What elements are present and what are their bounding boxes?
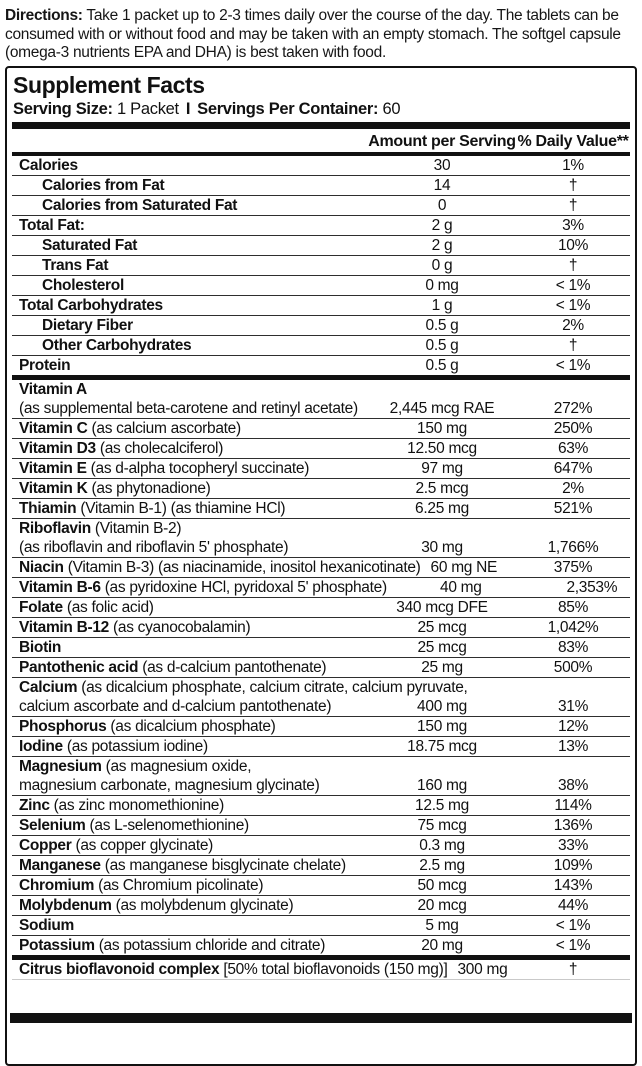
row-amount: 0.3 mg [419,837,465,854]
row-amount: 2.5 mg [419,857,465,874]
nutrient-name: Calories from Saturated Fat [42,197,238,214]
bottom-cutoff-bar [10,1013,632,1023]
row-amount: 20 mg [421,937,463,954]
nutrient-name: Zinc [19,797,50,814]
row-label: Niacin (Vitamin B-3) (as niacinamide, inositol hexanicotinate) 60 mg NE [19,559,498,576]
row-daily-value: 63% [557,440,589,457]
row-daily-value: 2,353% [566,579,618,596]
row-label: Vitamin D3 (as cholecalciferol) [19,440,224,457]
row-amount: 2.5 mcg [415,480,469,497]
nutrient-name: Vitamin B-12 [19,619,110,636]
row-amount: 160 mg [417,777,467,794]
supplement-row [12,316,630,336]
row-daily-value: 272% [553,400,593,417]
row-label-line2: calcium ascorbate and d-calcium pantothenate) [19,698,332,715]
row-amount: 25 mcg [417,619,467,636]
amount-column-header: Amount per Serving [368,133,516,150]
row-daily-value: 375% [553,559,593,576]
row-label [12,276,368,295]
supplement-row [12,717,630,737]
servings-per-container-label: Servings Per Container: [197,100,379,118]
nutrient-name: Potassium [19,937,95,954]
row-daily-value: 33% [557,837,589,854]
supplement-row [12,296,630,316]
row-daily-value: 114% [554,797,592,814]
supplement-row [12,737,630,757]
row-label-line1: Magnesium (as magnesium oxide, [19,758,252,775]
row-amount: 40 mg [440,579,482,596]
serving-size-label: Serving Size: [13,100,113,118]
nutrient-name: Protein [19,357,71,374]
nutrient-name: Calcium [19,679,78,696]
row-amount: 12.50 mcg [407,440,477,457]
row-daily-value: 521% [553,500,593,517]
nutrient-name: Phosphorus [19,718,107,735]
row-amount: 20 mcg [417,897,467,914]
nutrient-name: Trans Fat [42,257,109,274]
row-amount: 12.5 mg [415,797,469,814]
nutrient-name: Niacin [19,559,64,576]
row-daily-value: 1,766% [547,539,599,556]
row-label [12,916,368,935]
row-label: Potassium (as potassium chloride and citrate) [19,937,326,954]
row-daily-value: 1% [562,157,584,174]
nutrient-name: Saturated Fat [42,237,138,254]
nutrient-name: Iodine [19,738,63,755]
supplement-row [12,336,630,356]
row-amount: 150 mg [417,420,467,437]
nutrient-name: Vitamin B-6 [19,579,101,596]
row-label: Copper (as copper glycinate) [19,837,214,854]
row-amount: 0 mg [425,277,459,294]
row-daily-value: 10% [557,237,589,254]
row-amount: 150 mg [417,718,467,735]
row-amount: 2 g [431,217,453,234]
nutrient-name: Sodium [19,917,75,934]
supplement-row [12,439,630,459]
serving-separator: I [185,100,191,118]
nutrient-rows [7,156,635,980]
nutrient-name: Molybdenum [19,897,112,914]
row-daily-value: < 1% [555,297,591,314]
supplement-row [12,836,630,856]
row-amount: 0 g [431,257,453,274]
supplement-row [12,519,630,558]
nutrient-name: Pantothenic acid [19,659,139,676]
supplement-row [12,618,630,638]
row-daily-value: † [568,337,578,354]
row-amount: 97 mg [421,460,463,477]
supplement-row [12,380,630,419]
serving-line [7,98,635,119]
supplement-row [12,196,630,216]
row-amount: 25 mcg [417,639,467,656]
supplement-row [12,356,630,380]
row-daily-value: † [568,961,578,978]
row-daily-value: 83% [557,639,589,656]
nutrient-name: Vitamin D3 [19,440,96,457]
row-daily-value: 31% [557,698,589,715]
nutrient-name: Chromium [19,877,95,894]
row-daily-value: 500% [553,659,593,676]
row-label [12,356,368,375]
row-daily-value: 85% [557,599,589,616]
row-amount: 400 mg [417,698,467,715]
row-label: Folate (as folic acid) [19,599,154,616]
row-amount: 0 [437,197,447,214]
nutrient-name: Selenium [19,817,86,834]
row-label: Selenium (as L-selenomethionine) [19,817,249,834]
row-amount: 1 g [431,297,453,314]
row-label: Citrus bioflavonoid complex [50% total bioflavonoids (150 mg)] 300 mg [19,961,508,978]
supplement-row [12,479,630,499]
supplement-row [12,216,630,236]
supplement-row [12,876,630,896]
row-label: Vitamin E (as d-alpha tocopheryl succinate) [19,460,310,477]
nutrient-name: Manganese [19,857,101,874]
supplement-row [12,816,630,836]
heavy-divider-top [12,122,630,129]
row-label-line1: Riboflavin (Vitamin B-2) [19,520,182,537]
row-daily-value: † [568,177,578,194]
row-label [12,236,368,255]
row-daily-value: 136% [553,817,593,834]
supplement-row [12,156,630,176]
supplement-row [12,796,630,816]
supplement-row [12,236,630,256]
row-label [12,296,368,315]
row-label-line2: (as supplemental beta-carotene and retinyl acetate) [19,400,358,417]
row-amount: 75 mcg [417,817,467,834]
row-amount: 5 mg [425,917,459,934]
supplement-row [12,256,630,276]
row-daily-value: < 1% [555,917,591,934]
supplement-row [12,678,630,717]
supplement-row [12,936,630,960]
nutrient-name: Citrus bioflavonoid complex [19,961,220,978]
row-daily-value: 2% [562,317,584,334]
supplement-row [12,176,630,196]
row-daily-value: 13% [557,738,589,755]
row-daily-value: < 1% [555,277,591,294]
row-label [12,176,368,195]
row-label: Iodine (as potassium iodine) [19,738,208,755]
row-amount: 60 mg NE [430,559,498,576]
row-amount: 30 mg [421,539,463,556]
row-label [12,196,368,215]
supplement-row [12,638,630,658]
row-daily-value: 12% [557,718,589,735]
supplement-row [12,276,630,296]
row-amount: 300 mg [457,961,508,978]
row-label: Pantothenic acid (as d-calcium pantothenate) [19,659,327,676]
row-daily-value: < 1% [555,357,591,374]
row-amount: 6.25 mg [415,500,469,517]
nutrient-name: Cholesterol [42,277,124,294]
row-label: Vitamin B-6 (as pyridoxine HCl, pyridoxal 5' phosphate) [19,579,387,596]
row-daily-value: 109% [553,857,593,874]
row-amount: 2,445 mcg RAE [389,400,495,417]
directions-text: Take 1 packet up to 2-3 times daily over the course of the day. The tablets can be consumed with or without food and may be taken with an empty stomach. The softgel capsule (omega-3 nutrients EPA and DHA) is best taken with food. [5,7,621,61]
row-daily-value: < 1% [555,937,591,954]
nutrient-name: Thiamin [19,500,77,517]
row-daily-value: 2% [562,480,584,497]
panel-title: Supplement Facts [13,72,205,98]
nutrient-name: Vitamin A [19,381,87,398]
row-daily-value: 143% [553,877,593,894]
row-label-line1 [12,380,630,399]
supplement-row [12,960,630,980]
row-label: Vitamin B-12 (as cyanocobalamin) [19,619,251,636]
row-daily-value: 1,042% [547,619,599,636]
nutrient-name: Other Carbohydrates [42,337,192,354]
row-label-line2: magnesium carbonate, magnesium glycinate) [19,777,320,794]
row-label: Vitamin K (as phytonadione) [19,480,211,497]
supplement-facts-panel [5,66,637,1066]
row-label: Molybdenum (as molybdenum glycinate) [19,897,294,914]
row-label: Thiamin (Vitamin B-1) (as thiamine HCl) [19,500,286,517]
row-amount: 340 mcg DFE [396,599,488,616]
row-daily-value: † [568,197,578,214]
supplement-row [12,578,630,598]
row-daily-value: 250% [553,420,593,437]
serving-size-value: 1 Packet [112,100,179,118]
directions-label: Directions: [5,7,83,24]
nutrient-name: Dietary Fiber [42,317,133,334]
supplement-row [12,916,630,936]
supplement-row [12,856,630,876]
nutrient-name: Folate [19,599,63,616]
row-daily-value: 38% [557,777,589,794]
nutrient-name: Magnesium [19,758,102,775]
row-label-line1: Calcium (as dicalcium phosphate, calcium citrate, calcium pyruvate, [19,679,468,696]
row-amount: 18.75 mcg [407,738,477,755]
row-label [12,336,368,355]
row-label: Chromium (as Chromium picolinate) [19,877,264,894]
nutrient-name: Total Fat: [19,217,85,234]
servings-per-container-value: 60 [378,100,401,118]
row-amount: 0.5 g [425,357,459,374]
row-label: Phosphorus (as dicalcium phosphate) [19,718,276,735]
directions-paragraph [0,0,642,63]
supplement-row [12,658,630,678]
row-amount: 25 mg [421,659,463,676]
supplement-row [12,896,630,916]
row-daily-value: 3% [562,217,584,234]
nutrient-name: Calories [19,157,78,174]
supplement-row [12,459,630,479]
row-amount: 50 mcg [417,877,467,894]
row-label: Manganese (as manganese bisglycinate chelate) [19,857,346,874]
nutrient-name: Copper [19,837,72,854]
row-label: Vitamin C (as calcium ascorbate) [19,420,241,437]
supplement-row [12,757,630,796]
row-amount: 0.5 g [425,317,459,334]
row-amount: 2 g [431,237,453,254]
supplement-row [12,598,630,618]
row-label [12,638,368,657]
supplement-row [12,558,630,578]
row-label [12,316,368,335]
row-amount: 0.5 g [425,337,459,354]
row-label: Zinc (as zinc monomethionine) [19,797,224,814]
row-label [12,256,368,275]
daily-value-column-header: % Daily Value** [517,133,629,150]
row-amount: 30 [433,157,451,174]
nutrient-name: Vitamin K [19,480,88,497]
row-label [12,216,368,235]
nutrient-name: Biotin [19,639,62,656]
supplement-row [12,499,630,519]
row-amount: 14 [433,177,451,194]
column-header-row [12,129,630,152]
nutrient-name: Calories from Fat [42,177,165,194]
supplement-row [12,419,630,439]
nutrient-name: Total Carbohydrates [19,297,163,314]
row-daily-value: † [568,257,578,274]
row-label-line2: (as riboflavin and riboflavin 5' phosphate) [19,539,289,556]
row-daily-value: 44% [557,897,589,914]
nutrient-name: Vitamin C [19,420,88,437]
nutrient-name: Riboflavin [19,520,91,537]
row-label [12,156,368,175]
nutrient-name: Vitamin E [19,460,87,477]
row-daily-value: 647% [553,460,593,477]
